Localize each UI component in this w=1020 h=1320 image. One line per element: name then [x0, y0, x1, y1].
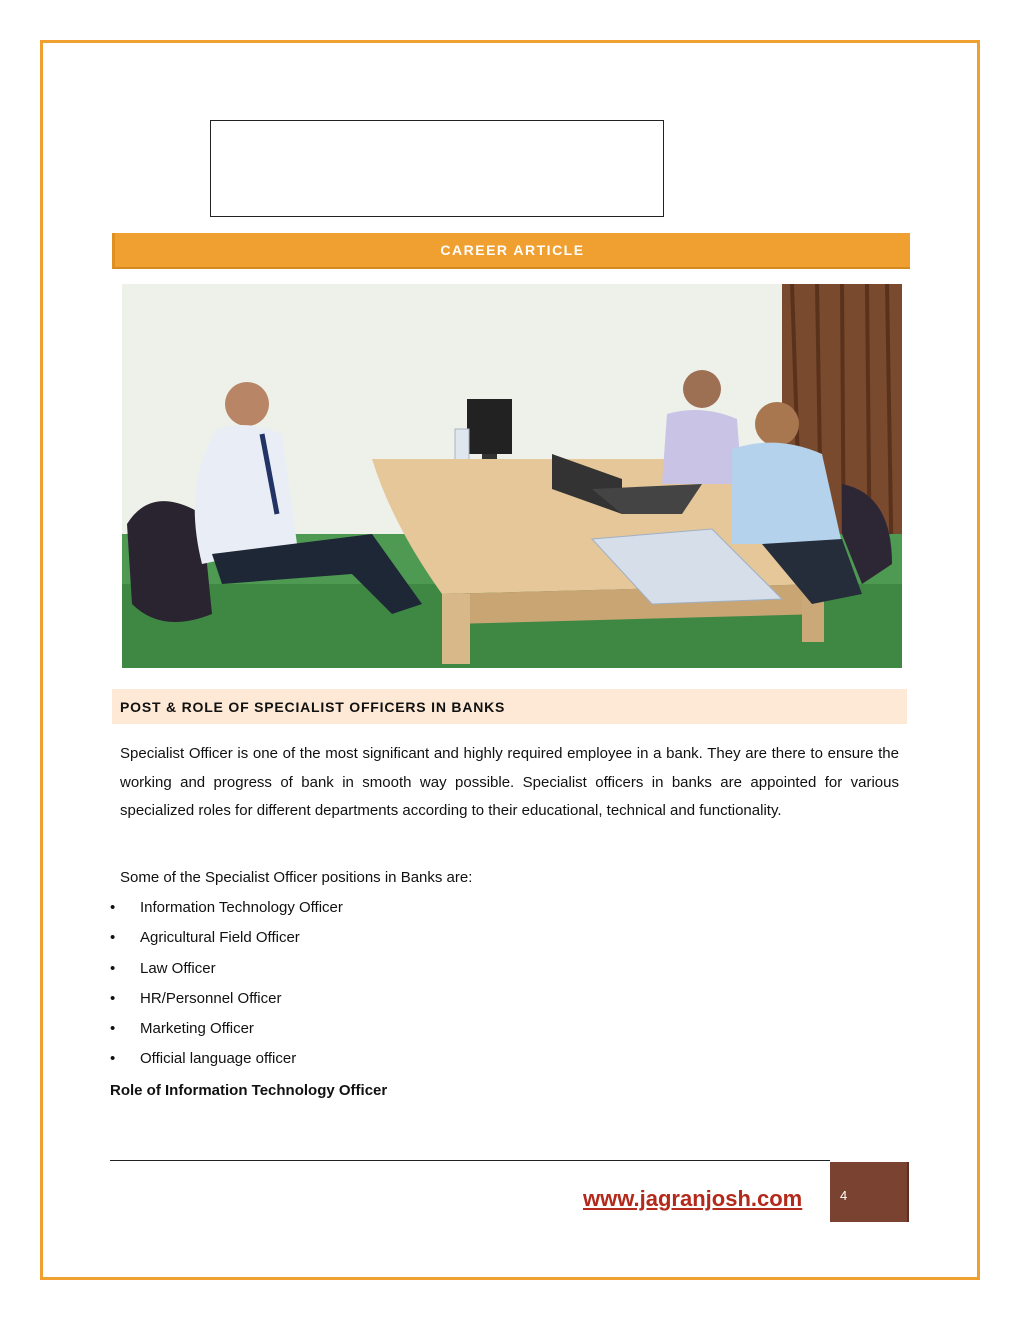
list-item	[110, 1017, 343, 1047]
list-item	[110, 987, 343, 1017]
bullet-icon: •	[110, 899, 116, 916]
career-article-banner	[112, 233, 910, 269]
bullet-icon: •	[110, 959, 116, 977]
list-item	[110, 926, 343, 956]
website-link[interactable]: www.jagranjosh.com	[583, 1186, 803, 1211]
list-item-text: Information Technology Officer	[140, 899, 343, 916]
bullet-icon: •	[110, 1020, 116, 1038]
section-title	[112, 689, 907, 724]
list-item-text: Law Officer	[140, 959, 216, 977]
positions-list	[110, 896, 343, 1078]
banner-label: CAREER ARTICLE	[440, 242, 585, 258]
list-item-text: Marketing Officer	[140, 1020, 254, 1038]
office-photo	[122, 284, 902, 668]
bullet-icon: •	[110, 989, 116, 1007]
bullet-icon: •	[110, 1050, 116, 1068]
bullet-icon: •	[110, 929, 116, 947]
office-photo-illustration	[122, 284, 902, 668]
section-title-text: POST & ROLE OF SPECIALIST OFFICERS IN BANKS	[120, 698, 506, 715]
subheading-it-officer: Role of Information Technology Officer	[110, 1082, 388, 1099]
empty-header-box	[210, 120, 664, 217]
list-item	[110, 896, 343, 926]
list-item-text: Official language officer	[140, 1050, 297, 1068]
body-paragraph: Specialist Officer is one of the most significant and highly required employee in a bank. They are there to ensure the working and progress of bank in smooth way possible. Specialist officers in banks are appointed for various specialized roles for different departments according to their educational, technical and functionality.	[120, 745, 899, 819]
page-number-box	[830, 1162, 909, 1222]
list-item	[110, 957, 343, 987]
page-number: 4	[840, 1188, 848, 1203]
list-item	[110, 1047, 343, 1077]
positions-intro: Some of the Specialist Officer positions in Banks are:	[120, 869, 473, 886]
list-item-text: Agricultural Field Officer	[140, 929, 300, 947]
footer-divider	[110, 1160, 830, 1161]
list-item-text: HR/Personnel Officer	[140, 989, 282, 1007]
